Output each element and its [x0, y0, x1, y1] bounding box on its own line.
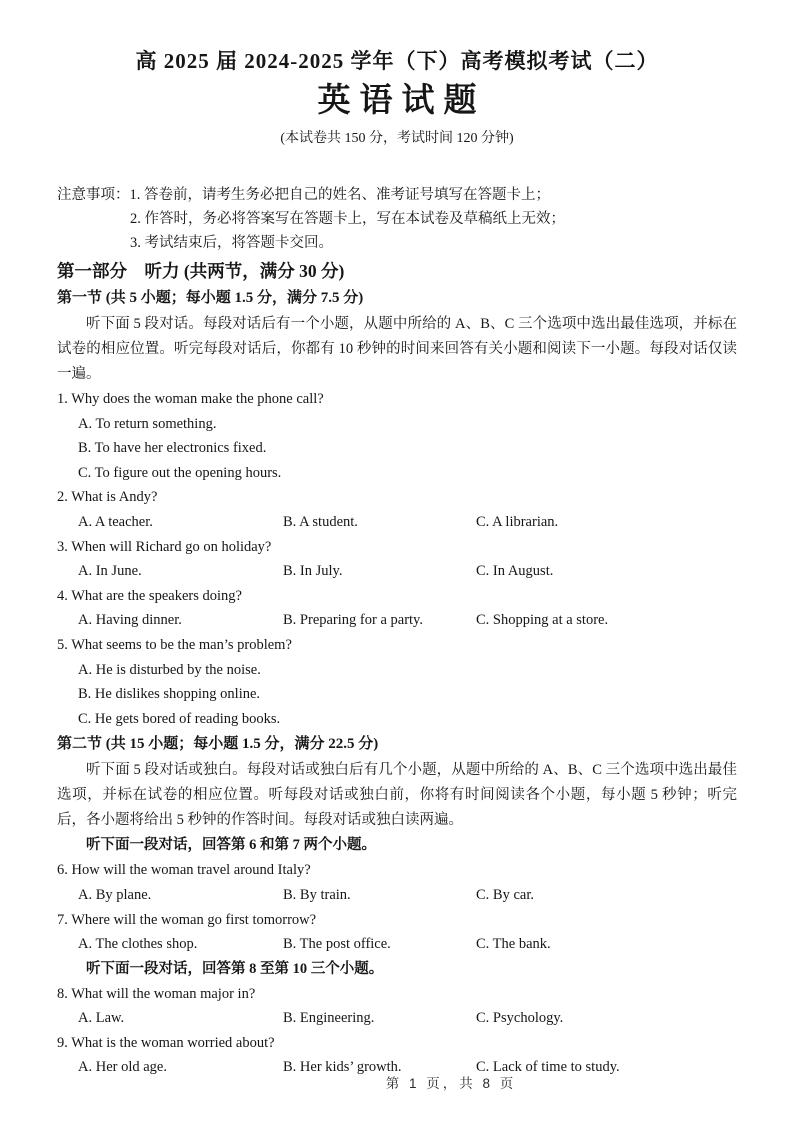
question-2 — [57, 485, 737, 534]
question-9-text: 9. What is the woman worried about? — [57, 1034, 275, 1051]
section1-heading: 第一节 (共 5 小题；每小题 1.5 分，满分 7.5 分) — [57, 290, 364, 306]
question-3-option-c: C. In August. — [476, 563, 554, 580]
question-1-option-b: B. To have her electronics fixed. — [78, 440, 267, 457]
notice-line-2 — [130, 207, 737, 231]
exam-notice — [57, 183, 737, 255]
question-2-option-b: B. A student. — [283, 513, 358, 530]
notice-line-3 — [130, 231, 737, 255]
question-6-option-c: C. By car. — [476, 886, 534, 903]
question-6 — [57, 858, 737, 907]
section2-dialog-hint-1: 听下面一段对话，回答第 6 和第 7 两个小题。 — [86, 837, 376, 854]
question-7-text: 7. Where will the woman go first tomorrow? — [57, 911, 317, 928]
question-4-options — [57, 608, 737, 633]
question-4-text: 4. What are the speakers doing? — [57, 587, 242, 604]
section2-heading: 第二节 (共 15 小题；每小题 1.5 分，满分 22.5 分) — [57, 736, 379, 753]
question-8-option-b: B. Engineering. — [283, 1010, 375, 1027]
question-2-option-c: C. A librarian. — [476, 513, 559, 530]
question-5-text: 5. What seems to be the man’s problem? — [57, 636, 292, 653]
question-1-option-c: C. To figure out the opening hours. — [78, 464, 282, 481]
question-5-option-a: A. He is disturbed by the noise. — [78, 661, 261, 678]
question-2-text: 2. What is Andy? — [57, 489, 158, 506]
question-1-text: 1. Why does the woman make the phone call? — [57, 391, 324, 407]
question-2-options — [57, 510, 737, 535]
exam-session-title: 高 2025 届 2024-2025 学年（下）高考模拟考试（二） — [135, 49, 659, 73]
question-5-option-c: C. He gets bored of reading books. — [78, 710, 281, 727]
question-3-option-a: A. In June. — [78, 563, 142, 580]
question-6-options — [57, 883, 737, 908]
notice-item-1: 1. 答卷前，请考生务必把自己的姓名、准考证号填写在答题卡上； — [129, 187, 550, 203]
question-3-option-b: B. In July. — [283, 563, 343, 580]
question-9-option-a: A. Her old age. — [78, 1059, 167, 1076]
exam-subject-title: 英语试题 — [317, 83, 486, 119]
notice-item-3: 3. 考试结束后，将答题卡交回。 — [130, 235, 333, 251]
question-7-option-c: C. The bank. — [476, 936, 551, 953]
question-5 — [57, 633, 737, 731]
question-3-text: 3. When will Richard go on holiday? — [57, 538, 272, 555]
question-9-option-b: B. Her kids’ growth. — [283, 1059, 402, 1076]
question-4-option-b: B. Preparing for a party. — [283, 612, 423, 629]
question-1 — [57, 387, 737, 485]
notice-label: 注意事项： — [57, 187, 130, 203]
question-4 — [57, 584, 737, 633]
page-footer: 第 1 页，共 8 页 — [385, 1076, 517, 1091]
question-6-option-b: B. By train. — [283, 886, 351, 903]
question-8-option-c: C. Psychology. — [476, 1010, 564, 1027]
question-7-option-a: A. The clothes shop. — [78, 936, 198, 953]
question-3-options — [57, 559, 737, 584]
question-2-option-a: A. A teacher. — [78, 513, 153, 530]
question-5-option-b: B. He dislikes shopping online. — [78, 686, 261, 703]
question-1-options — [57, 412, 737, 486]
question-7-options — [57, 932, 737, 957]
question-9-option-c: C. Lack of time to study. — [476, 1059, 620, 1076]
section2-dialog-hint-2: 听下面一段对话，回答第 8 至第 10 三个小题。 — [86, 960, 384, 977]
question-8-options — [57, 1006, 737, 1031]
question-3 — [57, 535, 737, 584]
question-1-option-a: A. To return something. — [78, 415, 217, 432]
question-8 — [57, 982, 737, 1031]
question-5-options — [57, 658, 737, 732]
question-6-option-a: A. By plane. — [78, 886, 152, 903]
section1-instructions: 听下面 5 段对话。每段对话后有一个小题，从题中所给的 A、B、C 三个选项中选出最佳选项，并标在试卷的相应位置。听完每段对话后，你都有 10 秒钟的时间来回答有关小题和阅读下一小题。每段对话仅读一遍。 — [57, 316, 737, 382]
notice-line-1 — [57, 183, 737, 207]
question-4-option-c: C. Shopping at a store. — [476, 612, 609, 629]
question-4-option-a: A. Having dinner. — [78, 612, 182, 629]
question-8-option-a: A. Law. — [78, 1010, 125, 1027]
notice-item-2: 2. 作答时，务必将答案写在答题卡上，写在本试卷及草稿纸上无效； — [130, 211, 565, 227]
part1-heading: 第一部分 听力 (共两节，满分 30 分) — [57, 261, 345, 281]
section2-instructions: 听下面 5 段对话或独白。每段对话或独白后有几个小题，从题中所给的 A、B、C 三个选项中选出最佳选项，并标在试卷的相应位置。听每段对话或独白前，你将有时间阅读各个小题，每小题 5 秒钟；听完后，各小题将给出 5 秒钟的作答时间。每段对话或独白读两遍。 — [57, 762, 737, 829]
question-7 — [57, 908, 737, 957]
question-8-text: 8. What will the woman major in? — [57, 985, 256, 1002]
exam-score-duration: (本试卷共 150 分，考试时间 120 分钟) — [280, 131, 514, 146]
question-6-text: 6. How will the woman travel around Italy? — [57, 862, 311, 879]
question-7-option-b: B. The post office. — [283, 936, 391, 953]
